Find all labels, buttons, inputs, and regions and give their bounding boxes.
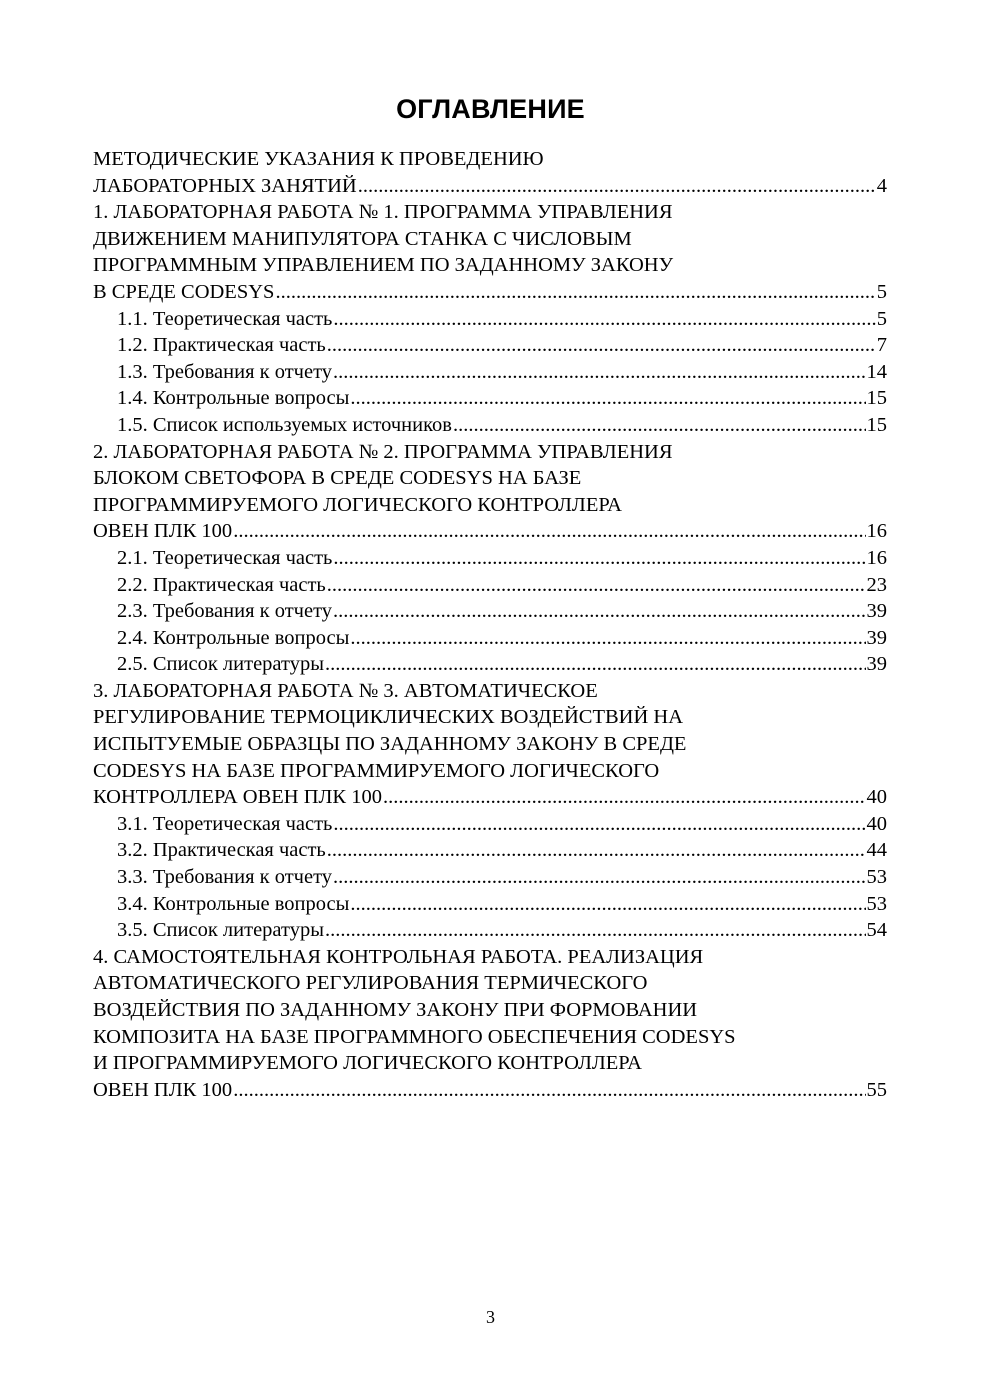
toc-subentry-title: 1.2. Практическая часть [117,334,326,357]
toc-subentry-title: 2.1. Теоретическая часть [117,546,333,569]
toc-subentry-title: 3.1. Теоретическая часть [117,812,333,835]
toc-entry-last-line [93,173,887,200]
toc-entry-lab-2[interactable] [93,439,887,545]
toc-leader-dots [333,811,865,838]
toc-entry-line: 2. ЛАБОРАТОРНАЯ РАБОТА № 2. ПРОГРАММА УПРАВЛЕНИЯ [93,440,673,463]
toc-subentry-title: 3.5. Список литературы [117,919,324,942]
toc-leader-dots [333,306,875,333]
toc-subentry-1-5[interactable] [93,412,887,439]
toc-page-number: 53 [866,866,887,889]
toc-subentry-title: 3.4. Контрольные вопросы [117,892,350,915]
toc-page-number: 16 [866,520,887,543]
toc-entry-independent-work[interactable] [93,944,887,1104]
toc-entry-title: КОНТРОЛЛЕРА ОВЕН ПЛК 100 [93,786,382,809]
toc-page-number: 53 [866,892,887,915]
toc-entry-line: И ПРОГРАММИРУЕМОГО ЛОГИЧЕСКОГО КОНТРОЛЛЕРА [93,1052,642,1075]
toc-subentry-title: 1.1. Теоретическая часть [117,307,333,330]
toc-subentry-line [93,837,887,864]
toc-page-number: 4 [876,174,887,197]
toc-leader-dots [350,891,865,918]
toc-entry-methodical[interactable] [93,146,887,199]
toc-leader-dots [350,625,865,652]
toc-entry-lab-1[interactable] [93,199,887,305]
toc-page-number: 23 [866,573,887,596]
toc-leader-dots [333,598,865,625]
toc-leader-dots [325,651,866,678]
toc-page-number: 5 [876,280,887,303]
toc-leader-dots [333,545,865,572]
toc-subentry-title: 2.5. Список литературы [117,653,324,676]
toc-leader-dots [358,173,876,200]
toc-leader-dots [233,518,865,545]
toc-subentry-title: 3.2. Практическая часть [117,839,326,862]
toc-page-number: 5 [876,307,887,330]
toc-page-number: 16 [866,546,887,569]
toc-entry-line: ПРОГРАММИРУЕМОГО ЛОГИЧЕСКОГО КОНТРОЛЛЕРА [93,493,622,516]
toc-page-number: 40 [866,786,887,809]
toc-subentry-2-1[interactable] [93,545,887,572]
toc-entry-title: ЛАБОРАТОРНЫХ ЗАНЯТИЙ [93,174,357,197]
toc-page-number: 15 [866,413,887,436]
toc-subentry-title: 3.3. Требования к отчету [117,866,333,889]
toc-subentry-title: 1.4. Контрольные вопросы [117,387,350,410]
toc-page-number: 54 [866,919,887,942]
toc-subentry-1-1[interactable] [93,306,887,333]
toc-page-number: 14 [866,360,887,383]
toc-leader-dots [333,864,865,891]
toc-subentry-2-4[interactable] [93,625,887,652]
toc-entry-last-line [93,1077,887,1104]
toc-entry-title: ОВЕН ПЛК 100 [93,1078,233,1101]
toc-subentry-line [93,545,887,572]
toc-leader-dots [327,332,876,359]
toc-subentry-3-1[interactable] [93,811,887,838]
toc-leader-dots [327,572,866,599]
toc-subentry-line [93,917,887,944]
toc-subentry-title: 2.2. Практическая часть [117,573,326,596]
toc-entry-line: БЛОКОМ СВЕТОФОРА В СРЕДЕ CODESYS НА БАЗЕ [93,467,582,490]
toc-entry-last-line [93,784,887,811]
toc-entry-line: CODESYS НА БАЗЕ ПРОГРАММИРУЕМОГО ЛОГИЧЕСКОГО [93,759,660,782]
toc-page-number: 40 [866,812,887,835]
toc-subentry-line [93,891,887,918]
toc-subentry-3-2[interactable] [93,837,887,864]
toc-leader-dots [233,1077,865,1104]
toc-leader-dots [383,784,866,811]
toc-subentry-line [93,864,887,891]
toc-subentry-line [93,651,887,678]
toc-subentry-title: 1.5. Список используемых источников [117,413,452,436]
toc-subentry-3-4[interactable] [93,891,887,918]
toc-entry-line: ИСПЫТУЕМЫЕ ОБРАЗЦЫ ПО ЗАДАННОМУ ЗАКОНУ В СРЕДЕ [93,733,687,756]
toc-subentry-line [93,359,887,386]
toc-entry-line: КОМПОЗИТА НА БАЗЕ ПРОГРАММНОГО ОБЕСПЕЧЕНИЯ CODESYS [93,1025,736,1048]
toc-subentry-2-3[interactable] [93,598,887,625]
toc-subentry-1-4[interactable] [93,385,887,412]
page-footer-number: 3 [486,1307,495,1327]
toc-leader-dots [350,385,865,412]
toc-subentry-1-3[interactable] [93,359,887,386]
toc-subentry-1-2[interactable] [93,332,887,359]
toc-subentry-line [93,412,887,439]
toc-subentry-line [93,385,887,412]
toc-subentry-line [93,332,887,359]
toc-page-number: 15 [866,387,887,410]
toc-entry-last-line [93,279,887,306]
toc-entry-line: ДВИЖЕНИЕМ МАНИПУЛЯТОРА СТАНКА С ЧИСЛОВЫМ [93,227,632,250]
toc-page-number: 39 [866,653,887,676]
toc-subentry-line [93,598,887,625]
toc-entry-line: АВТОМАТИЧЕСКОГО РЕГУЛИРОВАНИЯ ТЕРМИЧЕСКОГО [93,972,648,995]
toc-page-number: 55 [866,1078,887,1101]
toc-leader-dots [327,837,866,864]
toc-subentry-title: 1.3. Требования к отчету [117,360,333,383]
toc-entry-last-line [93,518,887,545]
toc-subentry-2-2[interactable] [93,572,887,599]
toc-subentry-3-5[interactable] [93,917,887,944]
toc-page-number: 39 [866,626,887,649]
table-of-contents [93,146,887,1103]
toc-subentry-line [93,572,887,599]
toc-subentry-title: 2.4. Контрольные вопросы [117,626,350,649]
toc-entry-line: 3. ЛАБОРАТОРНАЯ РАБОТА № 3. АВТОМАТИЧЕСКОЕ [93,679,598,702]
toc-entry-line: 1. ЛАБОРАТОРНАЯ РАБОТА № 1. ПРОГРАММА УПРАВЛЕНИЯ [93,201,673,224]
toc-page-number: 7 [876,334,887,357]
toc-subentry-line [93,811,887,838]
toc-leader-dots [453,412,866,439]
toc-entry-line: МЕТОДИЧЕСКИЕ УКАЗАНИЯ К ПРОВЕДЕНИЮ [93,148,544,170]
toc-page-number: 39 [866,600,887,623]
toc-entry-line: РЕГУЛИРОВАНИЕ ТЕРМОЦИКЛИЧЕСКИХ ВОЗДЕЙСТВИЙ НА [93,706,683,729]
toc-subentry-2-5[interactable] [93,651,887,678]
toc-subentry-line [93,306,887,333]
toc-subentry-line [93,625,887,652]
toc-entry-lab-3[interactable] [93,678,887,811]
toc-entry-line: 4. САМОСТОЯТЕЛЬНАЯ КОНТРОЛЬНАЯ РАБОТА. РЕАЛИЗАЦИЯ [93,945,704,968]
page-title: ОГЛАВЛЕНИЕ [396,94,585,124]
toc-subentry-3-3[interactable] [93,864,887,891]
toc-entry-title: ОВЕН ПЛК 100 [93,520,233,543]
toc-subentry-title: 2.3. Требования к отчету [117,600,333,623]
toc-entry-line: ПРОГРАММНЫМ УПРАВЛЕНИЕМ ПО ЗАДАННОМУ ЗАКОНУ [93,254,674,277]
toc-leader-dots [325,917,866,944]
toc-leader-dots [275,279,875,306]
toc-page-number: 44 [866,839,887,862]
toc-entry-title: В СРЕДЕ CODESYS [93,280,275,303]
toc-leader-dots [333,359,865,386]
toc-entry-line: ВОЗДЕЙСТВИЯ ПО ЗАДАННОМУ ЗАКОНУ ПРИ ФОРМОВАНИИ [93,999,698,1021]
